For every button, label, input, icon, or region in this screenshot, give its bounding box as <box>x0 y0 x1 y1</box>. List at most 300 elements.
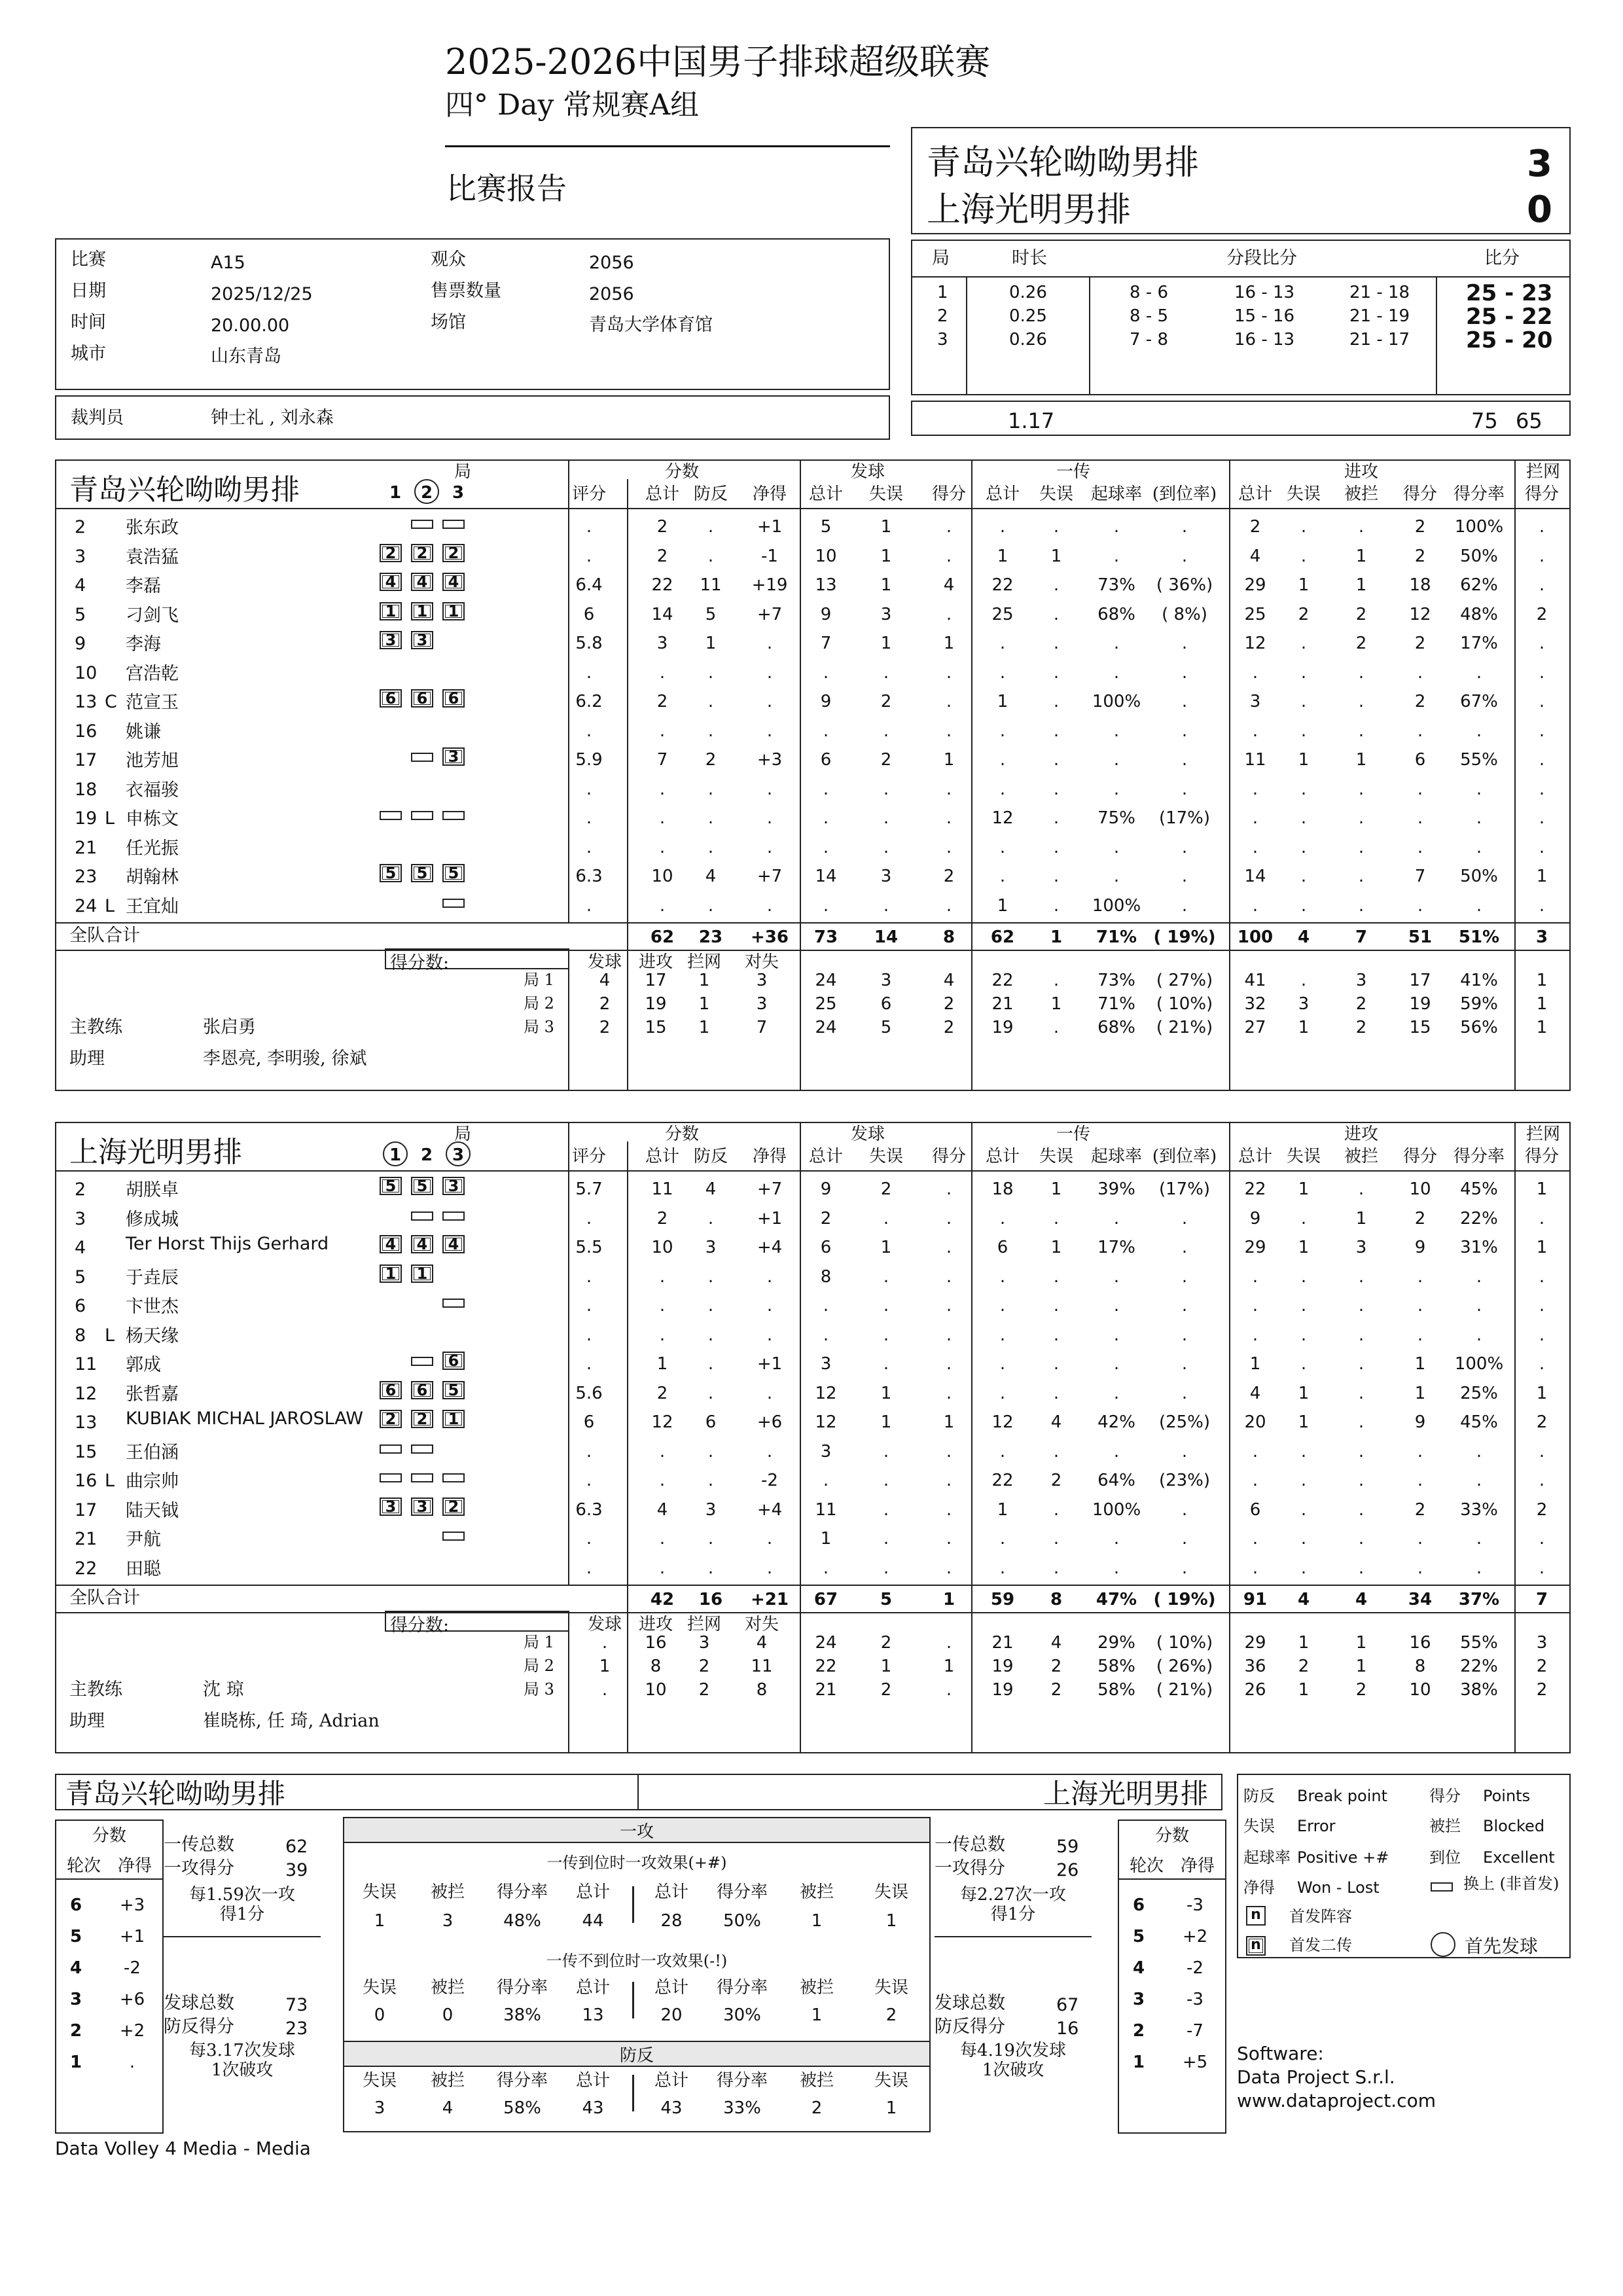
stat-cell: . <box>1300 779 1307 799</box>
stat-cell: . <box>1539 721 1545 741</box>
stat-cell: 5.9 <box>575 750 603 770</box>
stat-cell: . <box>766 1296 773 1316</box>
player-name: 范宣玉 <box>126 692 179 713</box>
stat-cell: . <box>1300 721 1307 741</box>
set-stat-cell: . <box>1300 971 1307 990</box>
set-duration: 0.26 <box>1009 330 1047 350</box>
stat-cell: . <box>1300 1499 1307 1520</box>
player-name: 田聪 <box>126 1558 161 1579</box>
total-cell: 59 <box>990 1590 1015 1609</box>
stat-cell: . <box>1300 1266 1307 1287</box>
total-cell: +36 <box>751 927 789 947</box>
legend-key: 失误 <box>1243 1817 1275 1835</box>
rotation-position: 4 <box>442 573 465 591</box>
substitute-marker <box>380 1473 402 1482</box>
stat-cell: . <box>1181 546 1188 566</box>
stat-cell: 4 <box>1249 546 1261 566</box>
stat-cell: . <box>946 1325 952 1345</box>
stat-cell: 67% <box>1460 692 1498 711</box>
date-label: 日期 <box>71 281 106 301</box>
summary-col-header: 得分率 <box>496 1882 548 1902</box>
player-name: 池芳旭 <box>126 751 179 771</box>
stat-cell: 1 <box>1298 1179 1310 1199</box>
legend-sub-marker <box>1431 1882 1453 1892</box>
stat-cell: . <box>1252 1325 1258 1345</box>
stat-cell: . <box>1113 750 1120 770</box>
set-stat-cell: 1 <box>1298 1018 1310 1037</box>
stat-cell: . <box>1300 1529 1307 1549</box>
stat-cell: . <box>1252 1296 1258 1316</box>
set-points-cell: . <box>601 1633 608 1653</box>
stat-cell: . <box>1181 750 1188 770</box>
player-number: 5 <box>75 1266 86 1287</box>
stat-cell: . <box>1181 895 1188 916</box>
stat-cell: . <box>999 1296 1006 1316</box>
stat-cell: . <box>659 721 666 741</box>
total-cell: 14 <box>874 927 899 947</box>
total-cell: 4 <box>1297 927 1310 947</box>
player-role: L <box>105 1325 115 1346</box>
stat-cell: . <box>1300 634 1307 653</box>
set-partial-2: 16 - 13 <box>1234 283 1295 302</box>
rotation-number: 4 <box>69 1958 82 1978</box>
stat-cell: . <box>946 1354 952 1374</box>
stat-cell: . <box>1417 1325 1423 1345</box>
summary-col-header: 得分率 <box>496 2071 548 2090</box>
set-points-cell: 15 <box>645 1018 667 1037</box>
stat-cell: 3 <box>880 867 892 886</box>
set-stat-cell: 4 <box>943 971 955 990</box>
total-cell: ( 19%) <box>1153 927 1216 947</box>
col-group-fafa: 发球 <box>850 462 885 482</box>
stat-cell: . <box>1181 1441 1188 1462</box>
col-shiwu: 失误 <box>1039 1147 1073 1166</box>
set-stat-cell: 1 <box>943 1657 955 1676</box>
player-name: 宫浩乾 <box>126 663 179 684</box>
player-number: 13 <box>75 692 98 712</box>
stat-cell: 1 <box>1414 1383 1426 1403</box>
legend-key: 防反 <box>1243 1787 1275 1805</box>
rotation-net: +1 <box>119 1927 145 1946</box>
set-row-label: 局 1 <box>524 971 554 989</box>
stat-cell: . <box>1053 808 1060 828</box>
sideout-good-title: 一传到位时一攻效果(+#) <box>546 1854 727 1872</box>
total-cell: 1 <box>1050 927 1063 947</box>
stat-cell: . <box>1539 1529 1545 1549</box>
tickets-value: 2056 <box>589 284 634 304</box>
set-stat-cell: 24 <box>815 1018 837 1037</box>
stat-cell: . <box>823 662 829 683</box>
set-stat-cell: . <box>946 1633 952 1653</box>
stat-cell: . <box>883 1499 889 1520</box>
stat-cell: . <box>766 634 773 653</box>
stat-cell: . <box>946 895 952 916</box>
set-points-cell: 16 <box>645 1633 667 1653</box>
stat-cell: . <box>586 1208 592 1229</box>
set-stat-cell: 38% <box>1460 1680 1498 1700</box>
stat-cell: . <box>883 779 889 799</box>
summary-col-header: 被拦 <box>430 2071 465 2090</box>
substitute-marker <box>411 811 433 820</box>
set-stat-cell: . <box>1053 971 1060 990</box>
side-divider <box>935 1936 1092 1937</box>
set-stat-cell: 6 <box>880 994 892 1014</box>
stat-cell: . <box>1417 1441 1423 1462</box>
stat-cell: . <box>1539 1208 1545 1229</box>
stat-cell: 22% <box>1460 1208 1498 1229</box>
stat-cell: +7 <box>757 1179 783 1199</box>
stat-cell: 68% <box>1097 604 1135 624</box>
stat-cell: 73% <box>1097 575 1135 595</box>
stat-cell: . <box>659 1529 666 1549</box>
stat-cell: . <box>766 1325 773 1345</box>
stat-cell: 1 <box>1298 575 1310 595</box>
stat-cell: . <box>766 662 773 683</box>
stat-cell: 2 <box>1414 1499 1426 1520</box>
stat-cell: . <box>1181 1558 1188 1578</box>
sheet-total-line <box>55 1585 1571 1586</box>
sheet-lower-line <box>55 1612 1571 1613</box>
stat-cell: . <box>1181 517 1188 537</box>
stat-cell: . <box>823 837 829 857</box>
coach-name: 张启勇 <box>203 1017 256 1037</box>
stat-cell: 10 <box>651 1238 673 1257</box>
legend-n2-box: n <box>1246 1936 1266 1956</box>
stat-cell: . <box>1053 575 1060 595</box>
stat-cell: . <box>883 1296 889 1316</box>
summary-value: 20 <box>660 2005 683 2025</box>
stat-cell: . <box>1539 750 1545 770</box>
stat-cell: . <box>1181 662 1188 683</box>
player-name: 修成城 <box>126 1209 179 1230</box>
venue-value: 青岛大学体育馆 <box>589 315 713 335</box>
stat-cell: . <box>1417 837 1423 857</box>
city-value: 山东青岛 <box>211 346 281 367</box>
stat-cell: . <box>1113 1529 1120 1549</box>
stat-cell: . <box>823 808 829 828</box>
stat-cell: . <box>883 1441 889 1462</box>
stat-cell: . <box>1113 634 1120 653</box>
stat-cell: . <box>586 837 592 857</box>
player-name: 王宜灿 <box>126 896 179 917</box>
stat-cell: +19 <box>751 575 788 595</box>
stat-cell: . <box>1417 1471 1423 1490</box>
legend-desc: Break point <box>1297 1787 1388 1805</box>
rotation-position: 3 <box>442 1177 465 1195</box>
stat-cell: 2 <box>1298 604 1310 624</box>
rotation-col-net: 净得 <box>1180 1856 1215 1876</box>
set-stat-cell: 2 <box>1050 1680 1062 1700</box>
set-stat-cell: 15 <box>1409 1018 1431 1037</box>
player-number: 22 <box>75 1558 98 1579</box>
stat-cell: . <box>883 837 889 857</box>
set-stat-cell: 26 <box>1244 1680 1266 1700</box>
col-shiwu: 失误 <box>868 1147 903 1166</box>
stat-cell: . <box>946 546 952 566</box>
stat-cell: . <box>1181 1529 1188 1549</box>
col-shiwu: 失误 <box>1286 484 1321 504</box>
stat-cell: . <box>1113 1383 1120 1403</box>
set-points-cell: 2 <box>698 1657 710 1676</box>
col-group-jingong: 进攻 <box>1344 462 1378 482</box>
stat-cell: 1 <box>1298 1412 1310 1432</box>
stat-cell: 64% <box>1097 1471 1135 1490</box>
col-group-lanwang: 拦网 <box>1525 462 1560 482</box>
stat-cell: +7 <box>757 867 783 886</box>
stat-cell: . <box>1053 1383 1060 1403</box>
set-points-cell: 8 <box>650 1657 662 1676</box>
stat-cell: . <box>883 721 889 741</box>
stat-cell: 5.5 <box>575 1238 603 1257</box>
set-stat-cell: 21 <box>991 994 1014 1014</box>
stat-cell: 50% <box>1460 546 1498 566</box>
home-sets-won: 3 <box>1527 143 1552 185</box>
set-stat-cell: 36 <box>1244 1657 1266 1676</box>
stat-cell: . <box>1539 895 1545 916</box>
set-stat-cell: 10 <box>1409 1680 1431 1700</box>
legend-desc: Points <box>1483 1787 1531 1805</box>
rotation-title: 分数 <box>1154 1826 1189 1846</box>
tickets-label: 售票数量 <box>431 281 501 301</box>
stat-cell: 6.3 <box>575 1499 603 1520</box>
stat-cell: . <box>1181 837 1188 857</box>
col-group-yichuan: 一传 <box>1056 1124 1090 1144</box>
summary-col-header: 失误 <box>362 1882 397 1902</box>
stat-cell: . <box>1358 662 1364 683</box>
substitute-marker <box>380 1444 402 1454</box>
stat-cell: . <box>946 1238 952 1257</box>
set-stat-cell: 1 <box>1355 1657 1367 1676</box>
rotation-position: 1 <box>380 602 402 620</box>
stat-cell: . <box>1181 867 1188 886</box>
stat-cell: 1 <box>1298 1238 1310 1257</box>
stat-cell: . <box>1181 692 1188 711</box>
sets-h-partial: 分段比分 <box>1226 248 1297 268</box>
stat-cell: 75% <box>1097 808 1135 828</box>
summary-col-header: 失误 <box>874 1978 908 1998</box>
points-header-0: 发球 <box>587 1615 622 1634</box>
set-circle <box>383 1141 408 1166</box>
stat-cell: 4 <box>656 1499 668 1520</box>
stat-cell: 3 <box>656 634 668 653</box>
substitute-marker <box>442 1211 465 1221</box>
stat-cell: . <box>1252 1558 1258 1578</box>
player-number: 16 <box>75 721 98 742</box>
total-cell: 7 <box>1535 1590 1548 1609</box>
stat-cell: 1 <box>1536 867 1548 886</box>
sheet-header-line <box>55 1170 1571 1172</box>
stat-cell: . <box>707 895 714 916</box>
stat-cell: . <box>883 895 889 916</box>
summary-col-header: 得分率 <box>716 2071 768 2090</box>
stat-cell: . <box>766 1266 773 1287</box>
stat-cell: . <box>999 721 1006 741</box>
rotation-net: +2 <box>119 2021 145 2041</box>
stat-cell: 9 <box>1414 1238 1426 1257</box>
set-stat-cell: 8 <box>1414 1657 1426 1676</box>
player-number: 2 <box>75 1179 86 1200</box>
total-cell: 62 <box>650 927 675 947</box>
col-zongji: 总计 <box>808 484 843 504</box>
side-note-1: 每2.27次一攻 <box>960 1885 1066 1905</box>
stat-cell: . <box>1476 837 1482 857</box>
stat-cell: 5 <box>820 517 832 537</box>
legend-first-serve-text: 首先发球 <box>1465 1935 1539 1957</box>
stat-cell: . <box>1300 546 1307 566</box>
total-cell: 73 <box>813 927 838 947</box>
stat-cell: . <box>1358 1529 1364 1549</box>
stat-cell: . <box>1417 808 1423 828</box>
stat-cell: 6 <box>820 750 832 770</box>
col-zongji: 总计 <box>1238 1147 1272 1166</box>
stat-cell: . <box>1358 867 1364 886</box>
set-stat-cell: 17 <box>1409 971 1431 990</box>
set-stat-cell: 71% <box>1097 994 1135 1014</box>
stat-cell: . <box>1417 779 1423 799</box>
set-points-cell: 4 <box>599 971 611 990</box>
stat-cell: . <box>1113 546 1120 566</box>
col-qiqiu: 起球率 <box>1090 484 1142 504</box>
stat-cell: 62% <box>1460 575 1498 595</box>
set-stat-cell: ( 21%) <box>1156 1680 1213 1700</box>
set-partial-3: 21 - 19 <box>1349 306 1410 326</box>
stat-cell: 1 <box>1536 1238 1548 1257</box>
player-name: KUBIAK MICHAL JAROSLAW <box>126 1408 363 1429</box>
col-defen: 得分 <box>931 484 966 504</box>
set-stat-cell: ( 26%) <box>1156 1657 1213 1676</box>
stat-cell: 6.3 <box>575 867 603 886</box>
stat-cell: . <box>1476 1266 1482 1287</box>
col-defen: 得分 <box>1524 1147 1559 1166</box>
player-number: 4 <box>75 1238 86 1258</box>
stat-cell: 1 <box>880 634 892 653</box>
stat-cell: . <box>707 1558 714 1578</box>
audience-label: 观众 <box>431 249 466 270</box>
stat-cell: 6.4 <box>575 575 603 595</box>
stat-cell: 4 <box>1050 1412 1062 1432</box>
sheet-header-line <box>55 508 1571 509</box>
stat-cell: . <box>586 895 592 916</box>
stat-cell: 2 <box>943 867 955 886</box>
stat-cell: . <box>1358 1296 1364 1316</box>
stat-cell: 3 <box>705 1499 717 1520</box>
summary-value: 58% <box>503 2098 541 2118</box>
summary-home-name: 青岛兴轮呦呦男排 <box>65 1778 286 1810</box>
set-stat-cell: 24 <box>815 971 837 990</box>
stat-cell: . <box>999 837 1006 857</box>
stat-cell: 2 <box>705 750 717 770</box>
stat-cell: +1 <box>757 517 783 537</box>
col-defenlv: 得分率 <box>1453 1147 1505 1166</box>
stat-cell: . <box>1476 662 1482 683</box>
stat-cell: . <box>707 1529 714 1549</box>
footer-text: Data Volley 4 Media - Media <box>55 2138 311 2159</box>
points-header-0: 发球 <box>587 952 622 972</box>
stat-cell: . <box>1300 1208 1307 1229</box>
player-number: 17 <box>75 750 98 770</box>
total-cell: 4 <box>1297 1590 1310 1609</box>
points-header-3: 对失 <box>744 1615 779 1634</box>
set-row-label: 局 3 <box>524 1018 554 1036</box>
stat-cell: . <box>1053 895 1060 916</box>
stat-cell: 12 <box>991 808 1014 828</box>
stat-cell: . <box>1053 1325 1060 1345</box>
summary-value: 0 <box>442 2005 454 2025</box>
stat-cell: 1 <box>705 634 717 653</box>
stat-cell: . <box>883 1558 889 1578</box>
stat-cell: 2 <box>880 692 892 711</box>
divider <box>445 145 890 147</box>
stat-cell: . <box>766 1558 773 1578</box>
set-stat-cell: . <box>946 1680 952 1700</box>
side-serve-label: 发球总数 <box>935 1993 1005 2013</box>
stat-cell: . <box>999 662 1006 683</box>
stat-cell: 22 <box>991 575 1014 595</box>
stat-cell: . <box>586 1471 592 1490</box>
sideout-title: 一攻 <box>619 1822 654 1842</box>
stat-cell: 33% <box>1460 1499 1498 1520</box>
stat-cell: . <box>946 1471 952 1490</box>
stat-cell: . <box>1181 1354 1188 1374</box>
summary-value: 13 <box>582 2005 604 2025</box>
summary-value: 48% <box>503 1911 541 1931</box>
page-title: 2025-2026中国男子排球超级联赛 <box>445 41 991 82</box>
stat-cell: 45% <box>1460 1179 1498 1199</box>
legend-n1-box: n <box>1246 1906 1266 1926</box>
summary-value: 43 <box>660 2098 683 2118</box>
col-zongji: 总计 <box>808 1147 843 1166</box>
stat-cell: . <box>586 1441 592 1462</box>
rotation-position: 6 <box>411 1381 433 1399</box>
side-reception-value: 62 <box>285 1837 308 1857</box>
rotation-position: 3 <box>411 1498 433 1516</box>
stat-cell: . <box>883 662 889 683</box>
col-group-yichuan: 一传 <box>1056 462 1090 482</box>
rotation-position: 4 <box>411 573 433 591</box>
stat-cell: . <box>1113 1558 1120 1578</box>
sheet-total-line <box>55 922 1571 924</box>
total-cell: +21 <box>751 1590 789 1609</box>
time-label: 时间 <box>71 312 106 332</box>
total-cell: 62 <box>990 927 1015 947</box>
stat-cell: . <box>1539 692 1545 711</box>
set-points-cell: 1 <box>698 971 710 990</box>
sets-col-line <box>1089 276 1090 395</box>
total-cell: 51 <box>1408 927 1433 947</box>
set-stat-cell: 3 <box>880 971 892 990</box>
stat-cell: . <box>586 779 592 799</box>
player-number: 11 <box>75 1354 98 1374</box>
set-stat-cell: 56% <box>1460 1018 1498 1037</box>
player-role: L <box>105 808 115 829</box>
stat-cell: . <box>586 662 592 683</box>
breakpoint-title: 防反 <box>619 2046 654 2066</box>
set-stat-cell: 1 <box>1298 1633 1310 1653</box>
stat-cell: . <box>1476 1296 1482 1316</box>
summary-col-header: 被拦 <box>430 1882 465 1902</box>
stat-cell: . <box>946 1441 952 1462</box>
stat-cell: . <box>946 1208 952 1229</box>
stat-cell: . <box>1252 895 1258 916</box>
rotation-position: 2 <box>442 544 465 562</box>
stat-cell: . <box>707 1471 714 1490</box>
player-name: 李海 <box>126 634 161 655</box>
set-partial-3: 21 - 17 <box>1349 330 1410 350</box>
set-circle <box>446 1141 471 1166</box>
stat-cell: 25% <box>1460 1383 1498 1403</box>
stat-cell: . <box>1476 895 1482 916</box>
rotation-net: +6 <box>119 1990 145 2009</box>
